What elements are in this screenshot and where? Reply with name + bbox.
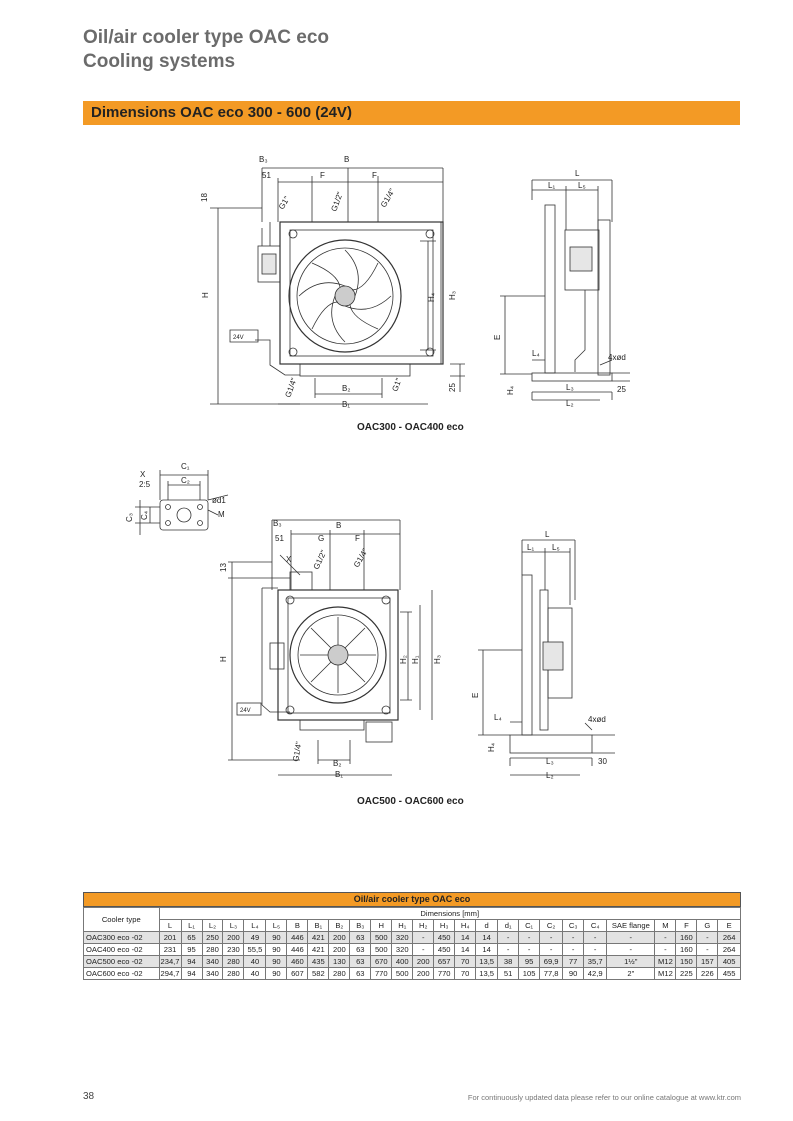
table-cell: - (584, 944, 607, 956)
title-line-2: Cooling systems (83, 51, 236, 72)
table-cell: - (655, 932, 676, 944)
column-header: H₁ (392, 920, 413, 932)
table-cell: 40 (244, 968, 266, 980)
table-cell: 90 (266, 932, 287, 944)
dim-label-l4-top: L₄ (532, 349, 540, 358)
table-cell: - (607, 932, 655, 944)
column-header: H (371, 920, 392, 932)
table-cell: 280 (223, 968, 244, 980)
dimensions-table (83, 892, 741, 980)
table-cell: 51 (498, 968, 519, 980)
column-header: L₄ (244, 920, 266, 932)
table-cell: 63 (350, 956, 371, 968)
table-cell: - (540, 932, 563, 944)
dim-label-30-bottom: 30 (598, 757, 607, 766)
dim-label-h2-bottom: H₂ (399, 655, 408, 664)
dim-label-b1-bottom: B₁ (335, 770, 344, 779)
dimensions-table-grid (83, 907, 741, 980)
port-label-g1-top: G1" (276, 194, 292, 211)
voltage-label-top: 24V (233, 335, 244, 341)
table-cell: 77,8 (540, 968, 563, 980)
table-cell: 280 (223, 956, 244, 968)
table-cell: - (413, 932, 434, 944)
dim-label-g-bottom: G (318, 534, 325, 543)
dim-label-b2-top: B₂ (342, 384, 351, 393)
dim-label-b-bottom: B (336, 521, 342, 530)
table-cell: 340 (202, 968, 223, 980)
table-cell: - (519, 944, 540, 956)
table-cell: 35,7 (584, 956, 607, 968)
dim-label-l1-bottom: L₁ (527, 543, 535, 552)
table-cell: 460 (287, 956, 308, 968)
table-cell: 160 (676, 932, 697, 944)
dim-label-l5-bottom: L₅ (552, 543, 560, 552)
dim-label-f-bottom: F (355, 534, 360, 543)
column-header: C₃ (563, 920, 584, 932)
table-cell: 94 (181, 956, 202, 968)
dim-label-18-top: 18 (200, 193, 209, 202)
table-cell: 95 (181, 944, 202, 956)
port-label-g14-bottom: G1/4" (351, 547, 370, 569)
dim-label-l-bottom: L (545, 530, 550, 539)
dim-label-b1-top: B₁ (342, 400, 351, 409)
dim-label-h3-bottom: H₃ (433, 654, 442, 664)
table-cell: 421 (308, 944, 329, 956)
dim-label-25-top: 25 (448, 383, 457, 392)
column-header: L (159, 920, 181, 932)
table-cell: 63 (350, 932, 371, 944)
table-cell: 607 (287, 968, 308, 980)
table-cell: 225 (676, 968, 697, 980)
table-cell: 200 (329, 932, 350, 944)
dim-label-h4s-bottom: H₄ (487, 742, 496, 752)
dim-label-h4-top: H₄ (427, 292, 436, 302)
port-label-g12-top: G1/2" (329, 190, 345, 213)
column-header: H₄ (455, 920, 476, 932)
side-view-oac500-600 (478, 540, 615, 775)
table-cell: - (563, 944, 584, 956)
column-header: B₂ (329, 920, 350, 932)
table-row (84, 944, 741, 956)
dim-label-51-top: 51 (262, 171, 271, 180)
table-cell: 200 (329, 944, 350, 956)
detail-ref-x-bottom: X (286, 555, 292, 564)
cooler-type-header: Cooler type (84, 908, 160, 932)
table-cell: 105 (519, 968, 540, 980)
column-header: H₂ (413, 920, 434, 932)
dim-label-b3-bottom: B₃ (273, 519, 282, 528)
table-cell: M12 (655, 956, 676, 968)
dim-label-25s-top: 25 (617, 385, 626, 394)
dim-label-l3-bottom: L₃ (546, 757, 554, 766)
dim-label-l5-top: L₅ (578, 181, 586, 190)
table-cell: 200 (413, 968, 434, 980)
table-cell: 340 (202, 956, 223, 968)
table-cell: - (697, 932, 718, 944)
table-cell: 90 (266, 956, 287, 968)
table-cell: - (563, 932, 584, 944)
table-cell: 320 (392, 932, 413, 944)
table-cell: 450 (434, 932, 455, 944)
table-cell: 582 (308, 968, 329, 980)
dim-label-e-top: E (493, 334, 502, 340)
table-cell: 230 (223, 944, 244, 956)
table-title: Oil/air cooler type OAC eco (83, 892, 741, 907)
table-cell: 63 (350, 968, 371, 980)
table-cell: 95 (519, 956, 540, 968)
dim-label-h-top: H (201, 292, 210, 298)
detail-label-c3: C₃ (125, 512, 134, 522)
detail-label-c1: C₁ (181, 462, 190, 471)
port-label-g14b-bottom: G1/4" (291, 740, 304, 763)
title-line-1: Oil/air cooler type OAC eco (83, 27, 330, 48)
table-cell: 770 (371, 968, 392, 980)
table-cell: 226 (697, 968, 718, 980)
table-cell: 14 (455, 932, 476, 944)
detail-label-x: X (140, 470, 146, 479)
column-header: M (655, 920, 676, 932)
table-cell: 201 (159, 932, 181, 944)
table-row (84, 968, 741, 980)
table-cell: - (607, 944, 655, 956)
table-cell: 70 (455, 968, 476, 980)
table-cell: 500 (371, 944, 392, 956)
cooler-type-cell: OAC600 eco -02 (84, 968, 160, 980)
column-header: C₄ (584, 920, 607, 932)
detail-label-m: M (218, 510, 225, 519)
column-header: B₁ (308, 920, 329, 932)
table-cell: 670 (371, 956, 392, 968)
dim-label-l2-bottom: L₂ (546, 771, 554, 780)
detail-label-c4: C₄ (140, 510, 149, 520)
table-cell: 65 (181, 932, 202, 944)
cooler-type-cell: OAC500 eco -02 (84, 956, 160, 968)
table-cell: 13,5 (476, 968, 498, 980)
detail-scale-label: 2:5 (139, 480, 151, 489)
table-cell: - (498, 932, 519, 944)
port-label-g14b-top: G1/4" (283, 376, 299, 399)
table-cell: 657 (434, 956, 455, 968)
table-cell: 63 (350, 944, 371, 956)
hole-label-bottom: 4xød (588, 715, 606, 724)
column-header: L₁ (181, 920, 202, 932)
table-cell: 280 (329, 968, 350, 980)
table-cell: 14 (476, 944, 498, 956)
voltage-label-bottom: 24V (240, 708, 251, 714)
page-number: 38 (83, 1091, 95, 1102)
column-header: H₃ (434, 920, 455, 932)
column-header: L₅ (266, 920, 287, 932)
column-header: B (287, 920, 308, 932)
dim-label-f2-top: F (372, 171, 377, 180)
table-row (84, 932, 741, 944)
table-cell: M12 (655, 968, 676, 980)
table-cell: - (584, 932, 607, 944)
dimensions-header: Dimensions [mm] (159, 908, 740, 920)
cooler-type-cell: OAC400 eco -02 (84, 944, 160, 956)
port-label-g14-top: G1/4" (378, 187, 397, 209)
table-cell: 70 (455, 956, 476, 968)
dim-label-l3-top: L₃ (566, 383, 574, 392)
table-cell: - (413, 944, 434, 956)
table-cell: 455 (718, 968, 741, 980)
dim-label-h1-bottom: H₁ (411, 655, 420, 664)
footer-note: For continuously updated data please refer to our online catalogue at www.ktr.com (467, 1093, 741, 1102)
table-cell: 446 (287, 932, 308, 944)
table-cell: 49 (244, 932, 266, 944)
table-cell: 90 (563, 968, 584, 980)
table-cell: 435 (308, 956, 329, 968)
dim-label-b3-top: B₃ (259, 155, 268, 164)
table-cell: 320 (392, 944, 413, 956)
table-cell: 264 (718, 932, 741, 944)
table-cell: 69,9 (540, 956, 563, 968)
dim-label-l2-top: L₂ (566, 399, 574, 408)
table-cell: 500 (392, 968, 413, 980)
table-cell: 77 (563, 956, 584, 968)
dim-label-l-top: L (575, 169, 580, 178)
dim-label-h4s-top: H₄ (506, 385, 515, 395)
table-cell: 13,5 (476, 956, 498, 968)
table-cell: 200 (413, 956, 434, 968)
dim-label-e-bottom: E (471, 692, 480, 698)
hole-label-top: 4xød (608, 353, 626, 362)
table-cell: 450 (434, 944, 455, 956)
section-title: Dimensions OAC eco 300 - 600 (24V) (91, 104, 352, 121)
table-cell: - (540, 944, 563, 956)
table-cell: 130 (329, 956, 350, 968)
table-cell: 150 (676, 956, 697, 968)
table-cell: 234,7 (160, 957, 180, 966)
table-row (84, 956, 741, 968)
table-cell: 250 (202, 932, 223, 944)
column-header: SAE flange (607, 920, 655, 932)
port-label-g1b-top: G1" (390, 376, 404, 393)
column-header: d (476, 920, 498, 932)
table-cell: 14 (455, 944, 476, 956)
table-cell: 42,9 (584, 968, 607, 980)
table-cell: - (519, 932, 540, 944)
table-cell: 160 (676, 944, 697, 956)
column-header: C₂ (540, 920, 563, 932)
cooler-type-cell: OAC300 eco -02 (84, 932, 160, 944)
column-header: C₁ (519, 920, 540, 932)
dim-label-f1-top: F (320, 171, 325, 180)
table-cell: 405 (718, 956, 741, 968)
table-cell: 446 (287, 944, 308, 956)
drawing-caption-top: OAC300 - OAC400 eco (357, 422, 464, 433)
column-header: F (676, 920, 697, 932)
table-cell: 500 (371, 932, 392, 944)
drawing-caption-bottom: OAC500 - OAC600 eco (357, 796, 464, 807)
column-header: E (718, 920, 741, 932)
column-header: B₃ (350, 920, 371, 932)
dim-label-l1-top: L₁ (548, 181, 556, 190)
table-cell: 231 (159, 944, 181, 956)
table-cell: - (498, 944, 519, 956)
table-cell: 157 (697, 956, 718, 968)
front-view-oac500-600 (228, 520, 432, 775)
dim-label-b-top: B (344, 155, 350, 164)
dim-label-13-bottom: 13 (219, 563, 228, 572)
detail-label-c2: C₂ (181, 476, 190, 485)
table-cell: 2" (607, 968, 655, 980)
table-cell: 90 (266, 968, 287, 980)
column-header: L₃ (223, 920, 244, 932)
table-cell: 94 (181, 968, 202, 980)
column-header: G (697, 920, 718, 932)
table-cell: 1½" (607, 956, 655, 968)
table-cell: 280 (202, 944, 223, 956)
table-cell: - (655, 944, 676, 956)
table-cell: 264 (718, 944, 741, 956)
side-view-oac300-400 (500, 180, 630, 400)
table-cell: 55,5 (244, 944, 266, 956)
table-cell: 40 (244, 956, 266, 968)
dim-label-51-bottom: 51 (275, 534, 284, 543)
dim-label-b2-bottom: B₂ (333, 759, 342, 768)
column-header: d₁ (498, 920, 519, 932)
dim-label-h3-top: H₃ (448, 290, 457, 300)
dim-label-l4-bottom: L₄ (494, 713, 502, 722)
table-cell: 294,7 (160, 969, 180, 978)
table-cell: - (697, 944, 718, 956)
table-cell: 38 (498, 956, 519, 968)
dim-label-h-bottom: H (219, 656, 228, 662)
table-cell: 90 (266, 944, 287, 956)
column-header: L₂ (202, 920, 223, 932)
table-cell: 421 (308, 932, 329, 944)
table-cell: 14 (476, 932, 498, 944)
port-label-g12-bottom: G1/2" (311, 548, 329, 571)
table-cell: 400 (392, 956, 413, 968)
detail-label-d1: ød1 (212, 496, 226, 505)
table-cell: 200 (223, 932, 244, 944)
table-cell: 770 (434, 968, 455, 980)
